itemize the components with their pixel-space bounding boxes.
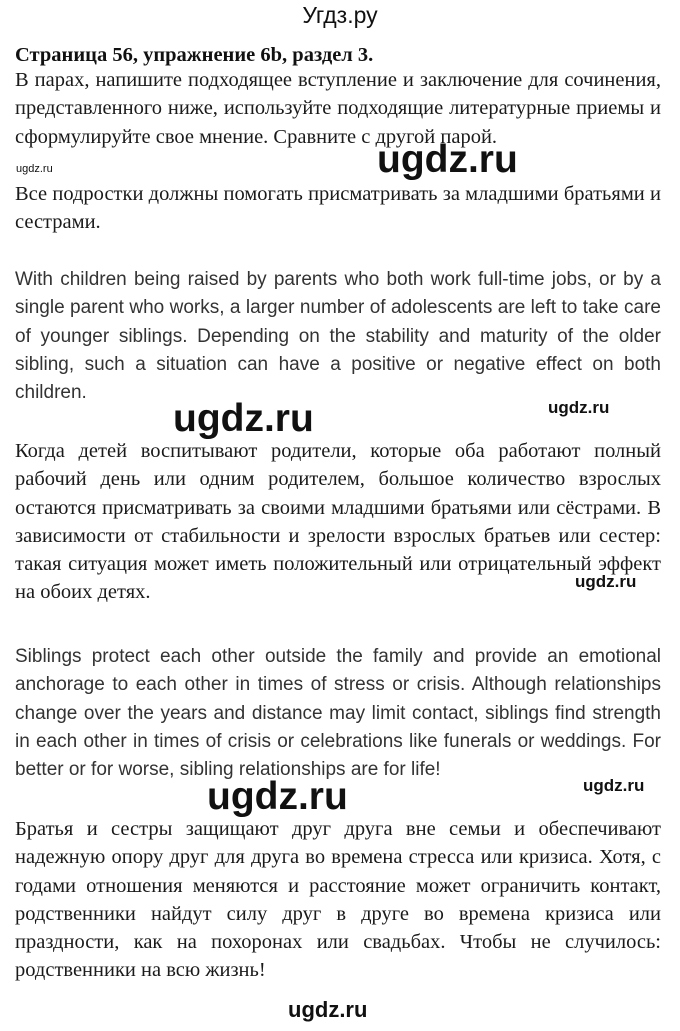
russian-paragraph-1: Когда детей воспитывают родители, которые оба работают полный рабочий день или одним родителем, большое количество взрослых остаются присматривать за своими младшими братьями или сёстрами. В зависимости от стабильности и зрелости взрослых братьев или сестер: такая ситуация может иметь положительный или отрицательный эффект на обоих детях. bbox=[15, 440, 661, 604]
essay-title: Все подростки должны помогать присматривать за младшими братьями и сестрами. bbox=[15, 183, 661, 234]
watermark: ugdz.ru bbox=[548, 398, 610, 417]
watermark: ugdz.ru bbox=[16, 163, 53, 175]
watermark: ugdz.ru bbox=[207, 775, 348, 818]
watermark: ugdz.ru bbox=[377, 138, 518, 181]
watermark: ugdz.ru bbox=[288, 997, 368, 1022]
watermark: ugdz.ru bbox=[575, 572, 637, 591]
russian-paragraph-2: Братья и сестры защищают друг друга вне семьи и обеспечивают надежную опору друг для друга во времена стресса или кризиса. Хотя, с годами отношения меняются и расстояние может ограничить контакт, родственники найдут силу друг в друге во времена кризиса или праздности, как на похоронах или свадьбах. Чтобы не случилось: родственники на всю жизнь! bbox=[15, 818, 661, 982]
watermark: ugdz.ru bbox=[173, 397, 314, 440]
watermark: ugdz.ru bbox=[583, 776, 645, 795]
exercise-heading: Страница 56, упражнение 6b, раздел 3. bbox=[15, 44, 374, 66]
english-paragraph-2: Siblings protect each other outside the family and provide an emotional anchorage to each other in times of stress or crisis. Although relationships change over the years and distance may limit contact, siblings find strength in each other in times of crisis or celebrations like funerals or weddings. For better or for worse, sibling relationships are for life! bbox=[15, 646, 661, 781]
task-paragraph: В парах, напишите подходящее вступление и заключение для сочинения, представленного ниже, используйте подходящие литературные приемы и сформулируйте свое мнение. Сравните с другой парой. bbox=[15, 69, 661, 148]
site-title: Угдз.ру bbox=[302, 2, 378, 28]
english-paragraph-1: With children being raised by parents who both work full-time jobs, or by a single parent who works, a larger number of adolescents are left to take care of younger siblings. Depending on the stability and maturity of the older sibling, such a situation can have a positive or negative effect on both children. bbox=[15, 269, 661, 404]
